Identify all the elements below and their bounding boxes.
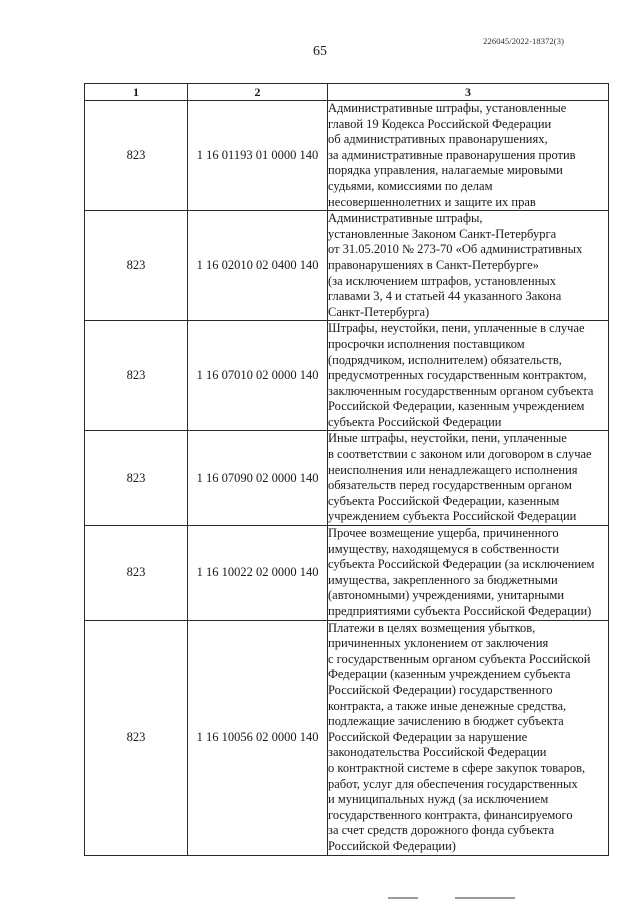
admin-code-cell: 823 [85, 211, 188, 321]
column-header-2: 2 [188, 84, 328, 101]
admin-code-cell: 823 [85, 101, 188, 211]
scan-artifact-marks [0, 897, 640, 903]
column-header-3: 3 [328, 84, 609, 101]
budget-codes-table [84, 83, 609, 856]
table-row [85, 620, 609, 855]
budget-classification-code-cell: 1 16 10056 02 0000 140 [188, 620, 328, 855]
revenue-description-cell: Штрафы, неустойки, пени, уплаченные в случае просрочки исполнения поставщиком (подрядчиком, исполнителем) обязательств, предусмотренных государственным контрактом, заключенным государственным органом субъекта Российской Федерации, казенным учреждением субъекта Российской Федерации [328, 321, 609, 431]
budget-classification-code-cell: 1 16 07010 02 0000 140 [188, 321, 328, 431]
budget-classification-code-cell: 1 16 10022 02 0000 140 [188, 526, 328, 621]
document-reference-number: 226045/2022-18372(3) [483, 36, 564, 46]
budget-classification-code-cell: 1 16 02010 02 0400 140 [188, 211, 328, 321]
admin-code-cell: 823 [85, 526, 188, 621]
revenue-description-cell: Административные штрафы, установленные Законом Санкт-Петербурга от 31.05.2010 № 273-70 «Об административных правонарушениях в Санкт-Петербурге» (за исключением штрафов, установленных главами 3, 4 и статьей 44 указанного Закона Санкт-Петербурга) [328, 211, 609, 321]
admin-code-cell: 823 [85, 620, 188, 855]
table-row [85, 101, 609, 211]
table-row [85, 526, 609, 621]
revenue-description-cell: Иные штрафы, неустойки, пени, уплаченные в соответствии с законом или договором в случае неисполнения или ненадлежащего исполнения обязательств перед государственным органом субъекта Российской Федерации, казенным учреждением субъекта Российской Федерации [328, 431, 609, 526]
revenue-description-cell: Прочее возмещение ущерба, причиненного имуществу, находящемуся в собственности субъекта Российской Федерации (за исключением имущества, закрепленного за бюджетными (автономными) учреждениями, унитарными предприятиями субъекта Российской Федерации) [328, 526, 609, 621]
revenue-description-cell: Административные штрафы, установленные главой 19 Кодекса Российской Федерации об административных правонарушениях, за административные правонарушения против порядка управления, налагаемые мировыми судьями, комиссиями по делам несовершеннолетних и защите их прав [328, 101, 609, 211]
column-header-1: 1 [85, 84, 188, 101]
table-row [85, 321, 609, 431]
table-row [85, 211, 609, 321]
scan-mark [455, 897, 515, 899]
admin-code-cell: 823 [85, 321, 188, 431]
budget-classification-code-cell: 1 16 07090 02 0000 140 [188, 431, 328, 526]
revenue-description-cell: Платежи в целях возмещения убытков, причиненных уклонением от заключения с государственным органом субъекта Российской Федерации (казенным учреждением субъекта Российской Федерации) государственного контракта, а также иные денежные средства, подлежащие зачислению в бюджет субъекта Российской Федерации за нарушение законодательства Российской Федерации о контрактной системе в сфере закупок товаров, работ, услуг для обеспечения государственных и муниципальных нужд (за исключением государственного контракта, финансируемого за счет средств дорожного фонда субъекта Российской Федерации) [328, 620, 609, 855]
table-row [85, 431, 609, 526]
table-header-row [85, 84, 609, 101]
page-number: 65 [313, 44, 327, 59]
scan-mark [388, 897, 418, 899]
admin-code-cell: 823 [85, 431, 188, 526]
budget-classification-code-cell: 1 16 01193 01 0000 140 [188, 101, 328, 211]
